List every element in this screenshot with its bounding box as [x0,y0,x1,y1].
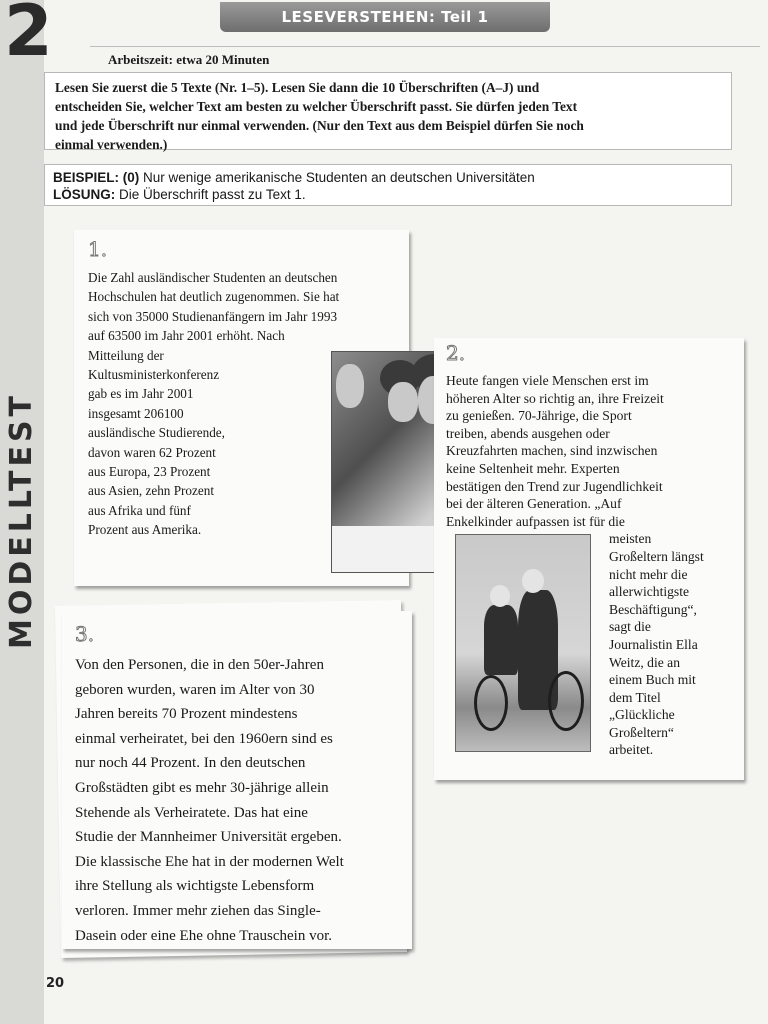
text-line: aus Europa, 23 Prozent [88,464,211,480]
text-line: Beschäftigung“, [609,601,697,617]
text-line: geboren wurden, waren im Alter von 30 [75,681,315,698]
text-line: Von den Personen, die in den 50er-Jahren [75,657,324,673]
side-label-wrapper [2,340,42,700]
header-divider [90,46,760,47]
text-line: verloren. Immer mehr ziehen das Single- [75,902,321,919]
text-line: höheren Alter so richtig an, ihre Freizeit [446,390,664,406]
text-line: Großstädten gibt es mehr 30-jährige allein [75,779,329,796]
student-face [336,364,364,408]
example-number: (0) [122,170,140,185]
text-line: Großeltern“ [609,724,674,740]
text-line: davon waren 62 Prozent [88,444,216,460]
text-line: Die Zahl ausländischer Studenten an deutschen [88,270,338,285]
text-number-1: 1. [88,237,108,261]
text-line: nur noch 44 Prozent. In den deutschen [75,755,306,772]
text-line: zu genießen. 70-Jährige, die Sport [446,408,632,424]
text-line: ihre Stellung als wichtigste Lebensform [75,878,315,895]
instruction-line: einmal verwenden.) [55,137,168,152]
person-silhouette [484,605,518,675]
page-number: 20 [46,976,65,991]
text-line: aus Afrika und fünf [88,502,191,518]
text-line: Kreuzfahrten machen, sind inzwischen [446,443,658,459]
text-body-3 [75,653,399,948]
worktime-label: Arbeitszeit: etwa 20 Minuten [108,52,270,67]
text-line: keine Seltenheit mehr. Experten [446,460,620,476]
person-head [522,569,544,593]
text-line: einem Buch mit [609,672,696,688]
instruction-line: entscheiden Sie, welcher Text am besten zu welcher Überschrift passt. Sie dürfen jeden Text [55,99,578,114]
text-line: Heute fangen viele Menschen erst im [446,373,649,388]
unit-number: 2 [4,0,51,72]
section-title: LESEVERSTEHEN: Teil 1 [281,8,489,26]
solution-label: LÖSUNG: [53,187,116,202]
text-line: Studie der Mannheimer Universität ergeben. [75,829,342,846]
text-line: bei der älteren Generation. „Auf [446,496,622,512]
student-face [388,382,418,422]
text-line: sich von 35000 Studienanfängern im Jahr 1993 [88,308,338,324]
text-line: Dasein oder eine Ehe ohne Trauschein vor. [75,927,333,944]
text-line: meisten [609,531,652,547]
text-line: bestätigen den Trend zur Jugendlichkeit [446,478,663,494]
text-line: sagt die [609,619,651,635]
text-line: Journalistin Ella [609,636,698,652]
text-line: Großeltern längst [609,548,704,564]
instructions-box [44,72,732,150]
text-line: Kultusministerkonferenz [88,367,220,383]
solution-row [53,186,723,203]
example-label: BEISPIEL: [53,170,120,185]
text-line: ausländische Studierende, [88,425,225,441]
grandparents-bikes-photo [455,534,591,752]
text-line: dem Titel [609,689,661,705]
text-line: Jahren bereits 70 Prozent mindestens [75,706,298,723]
text-line: Mitteilung der [88,347,164,363]
text-line: aus Asien, zehn Prozent [88,483,214,499]
example-text: Nur wenige amerikanische Studenten an deutschen Universitäten [143,170,535,185]
text-line: Weitz, die an [609,654,680,670]
text-line: „Glückliche [609,707,675,723]
text-line: Enkelkinder aufpassen ist für die [446,513,625,529]
section-header [220,2,550,32]
text-card-3 [62,611,412,949]
person-head [490,585,510,607]
left-sidebar [0,0,51,1024]
text-number-2: 2. [446,341,466,365]
text-line: Die klassische Ehe hat in der modernen Welt [75,853,344,870]
instruction-line: und jede Überschrift nur einmal verwenden. (Nur den Text aus dem Beispiel dürfen Sie noch [55,118,584,133]
text-line: auf 63500 im Jahr 2001 erhöht. Nach [88,328,285,344]
text-line: Prozent aus Amerika. [88,522,202,538]
text-card-1 [74,230,409,586]
text-line: treiben, abends ausgehen oder [446,425,610,441]
text-line: insgesamt 206100 [88,405,184,421]
text-number-3: 3. [75,622,95,646]
solution-text: Die Überschrift passt zu Text 1. [119,187,306,202]
example-row [53,169,723,186]
text-line: einmal verheiratet, bei den 1960ern sind es [75,730,333,747]
text-line: allerwichtigste [609,584,690,600]
text-line: Hochschulen hat deutlich zugenommen. Sie hat [88,289,340,305]
bike-wheel [548,671,584,731]
text-line: Stehende als Verheiratete. Das hat eine [75,804,308,821]
text-line: nicht mehr die [609,566,688,582]
instruction-line: Lesen Sie zuerst die 5 Texte (Nr. 1–5). Lesen Sie dann die 10 Überschriften (A–J) und [55,80,540,95]
bike-wheel [474,675,508,731]
modelltest-side-label: MODELLTEST [4,391,40,649]
example-box [44,164,732,206]
text-line: gab es im Jahr 2001 [88,386,194,402]
text-line: arbeitet. [609,742,654,758]
